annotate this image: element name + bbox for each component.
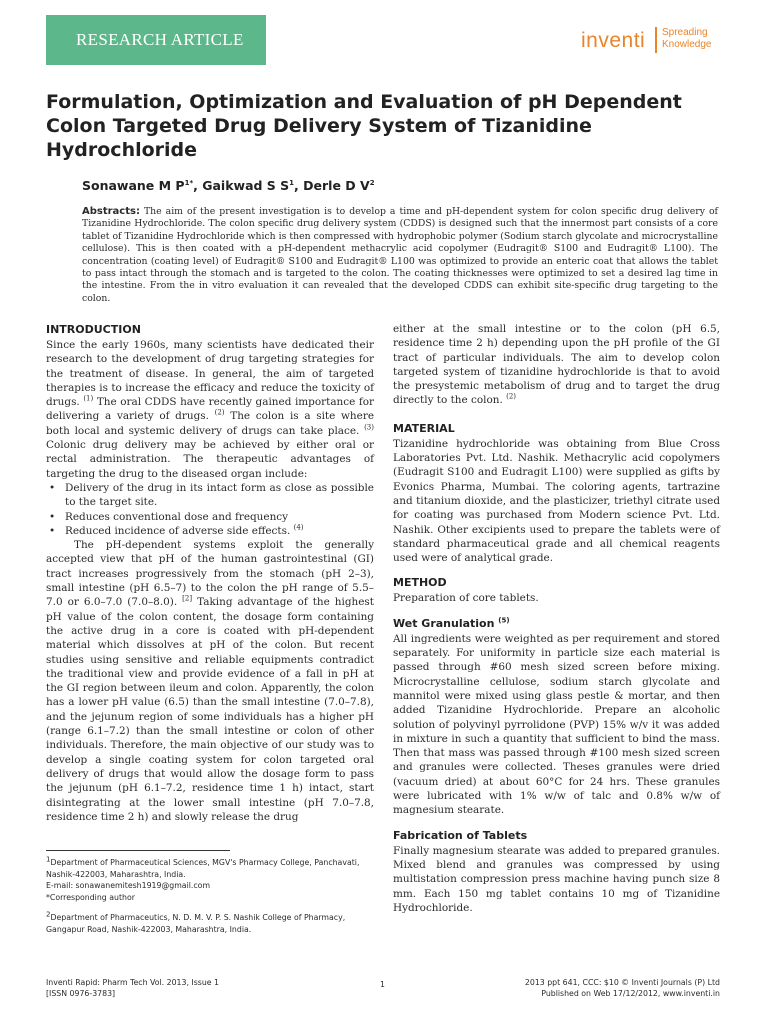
citation: (3)	[364, 423, 374, 432]
list-item-text: Delivery of the drug in its intact form as close as possible to the target site.	[65, 481, 374, 509]
citation: (2)	[214, 409, 225, 417]
author-affiliation: 1	[289, 178, 295, 187]
intro-text: The oral CDDS have recently gained importance for delivering a variety of drugs.	[46, 396, 375, 423]
right-column	[393, 322, 720, 915]
abstract-label: Abstracts:	[82, 206, 140, 217]
abstract	[82, 206, 718, 305]
list-item-text: Reduced incidence of adverse side effects.	[65, 524, 294, 537]
author-list: Sonawane M $P^{1*}$, Gaikwad S $S^1$, Derle D $V^2$	[82, 178, 375, 193]
author-name: Derle D V	[303, 178, 370, 193]
page-number: 1	[380, 980, 385, 989]
article-title: Formulation, Optimization and Evaluation of pH Dependent Colon Targeted Drug Delivery System of Tizanidine Hydrochloride	[46, 91, 682, 161]
wet-granulation-paragraph: All ingredients were weighted as per requirement and stored separately. For uniformity in particle size each material is passed through #60 mesh sized screen before mixing. Microcrystalline cellulose, sodium starch glycolate and mannitol were mixed using glass pestle & mortar, and then added Tizanidine Hydrochloride. Prepare an alcoholic solution of polyvinyl pyrrolidone (PVP) 15% w/v it was added in mixture in such a quantity that sufficient to bind the mass. Then that mass was passed through #100 mesh sized screen and granules were collected. Theses granules were dried (vacuum dried) at about 60°C for 24 hrs. These granules were lubricated with 1% w/w of talc and 0.8% w/w of magnesium stearate.	[393, 632, 720, 817]
footnote-text: Department of Pharmaceutics, N. D. M. V. P. S. Nashik College of Pharmacy, Gangapur Road, Nashik-422003, Maharashtra, India.	[46, 913, 346, 934]
intro-text: Taking advantage of the highest pH value of the colon content, the dosage form containing the active drug in a core is coated with pH-dependent material which dissolves at pH of the colon. But recent studies using sensitive and reliable equipments contradict the traditional view and provide evidence of a fall in pH at the GI region between ileum and colon. Apparently, the colon has a lower pH value (6.5) than the small intestine (7.0–7.8), and the jejunum region of some individuals has a higher pH (range 6.1–7.2) than the small intestine or colon of other individuals. Therefore, the main objective of our study was to develop a single coating system for colon targeted oral delivery of drugs that would allow the dosage form to pass the jejunum (pH 6.1–7.2, residence time 1 h) intact, start disintegrating at the lower small intestine (pH 7.0–7.8, residence time 2 h) and slowly release the drug	[46, 596, 374, 823]
citation: (5)	[498, 616, 510, 625]
intro-paragraph-2	[46, 538, 374, 824]
intro-text: The colon is a site where both local and systemic delivery of drugs can take place.	[46, 410, 374, 437]
logo-wordmark: inventi	[581, 29, 646, 52]
list-item	[46, 510, 374, 524]
material-paragraph: Tizanidine hydrochloride was obtaining from Blue Cross Laboratories Pvt. Ltd. Nashik. Methacrylic acid copolymers (Eudragit S100 and Eudragit L100) were supplied as gifts by Evonics Pharma, Mumbai. The coloring agents, tartrazine and titanium dioxide, and the plasticizer, triethyl citrate used for coating was purchased from Modern science Pvt. Ltd. Nashik. Other excipients used to prepare the tablets were of standard pharmaceutical grade and all chemical reagents used were of analytical grade.	[393, 437, 720, 565]
intro-continuation	[393, 322, 720, 408]
list-item-text: Reduces conventional dose and frequency	[65, 510, 289, 523]
fabrication-paragraph: Finally magnesium stearate was added to prepared granules. Mixed blend and granules was compressed by using multistation compression press machine having punch size 8 mm. Each 150 mg tablet contains 10 mg of Tizanidine Hydrochloride.	[393, 844, 720, 914]
list-item	[46, 524, 374, 538]
citation: (2)	[506, 393, 517, 401]
footnote-divider	[46, 850, 230, 851]
footnote-marker: 2	[46, 910, 51, 919]
footnote-marker: 1	[46, 855, 51, 864]
footnote-email: E-mail: sonawanemitesh1919@gmail.com	[46, 881, 211, 890]
method-heading: METHOD	[393, 576, 447, 590]
intro-text: either at the small intestine or to the colon (pH 6.5, residence time 2 h) depending upon the pH profile of the GI tract of particular individuals. The aim to develop colon targeted system of tizanidine hydrochloride is that to avoid the presystemic metabolism of drug and to target the drug directly to the colon.	[393, 323, 720, 407]
introduction-heading: INTRODUCTION	[46, 323, 141, 336]
intro-text: The pH-dependent systems exploit the generally accepted view that pH of the human gastrointestinal (GI) tract increases progressively from the stomach (pH 2–3), small intestine (pH 6.5–7) to the colon the pH range of 5.5–7.0 or 6.0–7.0 (7.0–8.0).	[46, 539, 374, 609]
footnote-affiliation-1	[46, 857, 374, 903]
footer-journal: Inventi Rapid: Pharm Tech Vol. 2013, Issue 1	[46, 978, 220, 987]
footer-left	[46, 977, 219, 999]
intro-text: Colonic drug delivery may be achieved by either oral or rectal administration. The therapeutic advantages of targeting the drug to the diseased organ include:	[46, 439, 374, 480]
intro-text: Since the early 1960s, many scientists have dedicated their research to the development of drug targeting strategies for the treatment of disease. In general, the aim of targeted therapies is to increase the efficacy and reduce the toxicity of drugs.	[46, 339, 374, 409]
fabrication-heading: Fabrication of Tablets	[393, 828, 528, 842]
author-affiliation: 1*	[184, 178, 194, 187]
abstract-text: The aim of the present investigation is to develop a time and pH-dependent system for colon specific drug delivery of Tizanidine Hydrochloride. The colon specific drug delivery system (CDDS) is designed such that the innermost part consists of a core tablet of Tizanidine Hydrochloride which is then compressed with hydrophobic polymer (Sodium starch glycolate and microcrystalline cellulose). This is then coated with a pH-dependent methacrylic acid copolymer (Eudragit® S100 and Eudragit® L100). The concentration (coating level) of Eudragit® S100 and Eudragit® L100 was optimized to provide an enteric coat that allows the tablet to pass intact through the stomach and is targeted to the colon. The coating thicknesses were optimized to set a desired lag time in the intestine. From the in vitro evaluation it can revealed that the developed CDDS can exhibit site-specific drug targeting to the colon.	[82, 206, 718, 304]
footer-issn: [ISSN 0976-3783]	[46, 989, 116, 998]
author-name: Sonawane M P	[82, 178, 185, 193]
advantages-list	[46, 481, 374, 538]
logo-divider	[655, 27, 657, 53]
heading-text: Wet Granulation	[393, 616, 495, 630]
list-item	[46, 481, 374, 510]
footer-published: Published on Web 17/12/2012, www.inventi.in	[541, 989, 720, 998]
footer-copyright: 2013 ppt 641, CCC: $10 © Inventi Journals (P) Ltd	[524, 978, 720, 987]
logo-tagline: Spreading Knowledge	[662, 27, 712, 50]
citation: (4)	[293, 523, 304, 532]
footnote-text: Department of Pharmaceutical Sciences, MGV's Pharmacy College, Panchavati, Nashik-422003, Maharashtra, India.	[46, 858, 360, 879]
article-type-label: RESEARCH ARTICLE	[76, 30, 244, 49]
article-type-banner	[46, 15, 266, 65]
footnote-corresponding: *Corresponding author	[46, 892, 135, 902]
author-name: Gaikwad S S	[202, 178, 290, 193]
footnote-affiliation-2	[46, 912, 374, 935]
footer-right	[525, 977, 720, 999]
intro-paragraph	[46, 338, 374, 481]
wet-granulation-heading	[393, 616, 720, 632]
citation: [2]	[182, 594, 193, 603]
inventi-logo	[581, 25, 731, 55]
material-heading: MATERIAL	[393, 421, 455, 435]
left-column	[46, 322, 374, 824]
citation: (1)	[83, 394, 94, 403]
author-affiliation: 2	[369, 178, 375, 187]
method-paragraph: Preparation of core tablets.	[393, 592, 539, 605]
